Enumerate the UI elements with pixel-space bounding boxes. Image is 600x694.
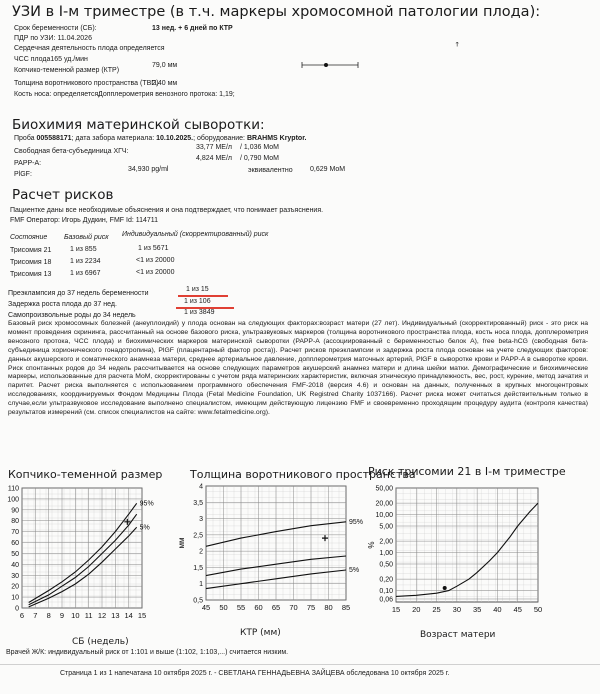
risk-pe-value: 1 из 15 bbox=[186, 286, 209, 293]
ch3-xtick-label: 15 bbox=[391, 605, 401, 614]
uzi-row-nt-value: 2,40 мм bbox=[152, 80, 178, 87]
risk-pe-name: Преэклампсия до 37 недель беременности bbox=[8, 290, 149, 297]
ch3-ytick-label: 10,00 bbox=[375, 512, 393, 520]
bio-sample-id: 005588171 bbox=[36, 135, 72, 142]
chart2-xlabel: КТР (мм) bbox=[240, 628, 281, 638]
ch1-ytick-label: 40 bbox=[11, 561, 19, 569]
ch1-ytick-label: 10 bbox=[11, 594, 19, 602]
ch1-xtick-label: 12 bbox=[97, 611, 107, 620]
ch3-xtick-label: 35 bbox=[472, 605, 482, 614]
ch2-xtick-label: 55 bbox=[236, 603, 246, 612]
ch3-xtick-label: 45 bbox=[513, 605, 522, 614]
bio-pappa-mom: / 0,790 МоМ bbox=[240, 155, 279, 162]
risk-operator: FMF Оператор: Игорь Дудкин, FMF Id: 114711 bbox=[10, 217, 159, 224]
bio-pappa-label: PAPP-A: bbox=[14, 160, 42, 167]
bio-title: Биохимия материнской сыворотки: bbox=[12, 117, 265, 133]
ch3-xtick-label: 20 bbox=[412, 605, 421, 614]
ch2-ytick-label: 1,5 bbox=[193, 564, 203, 572]
ch1-xtick-label: 15 bbox=[137, 611, 147, 620]
risk-col-condition: Состояние bbox=[10, 234, 48, 241]
ch3-ylabel: % bbox=[367, 541, 376, 549]
ch1-xtick-label: 13 bbox=[111, 611, 120, 620]
uzi-row-nasal: Кость носа: определяется; bbox=[14, 91, 101, 98]
ch1-series-label: 95% bbox=[139, 500, 154, 508]
bio-hcg-value: 33,77 МЕ/л bbox=[196, 144, 232, 151]
ch3-ytick-label: 5,00 bbox=[379, 523, 393, 531]
ch3-xtick-label: 30 bbox=[452, 605, 462, 614]
ch2-xtick-label: 85 bbox=[341, 603, 351, 612]
chart-t21 bbox=[360, 478, 560, 638]
ch2-xtick-label: 45 bbox=[201, 603, 211, 612]
ch1-ytick-label: 50 bbox=[11, 550, 19, 558]
risk-t18-base: 1 из 2234 bbox=[70, 258, 101, 265]
ch2-xtick-label: 65 bbox=[271, 603, 281, 612]
ch1-series-label: 5% bbox=[139, 524, 150, 532]
chart2-title: Толщина воротникового пространства bbox=[190, 468, 416, 481]
risk-t13-name: Трисомия 13 bbox=[10, 271, 52, 278]
ch3-ytick-label: 2,00 bbox=[379, 538, 393, 546]
risk-explanation: Базовый риск хромосомных болезней (анеуплоидий) у плода основан на следующих факторах:возраст матери (27 лет). Индивидуальный (скорректированный) риск - это риск на момент проведения скрининга, рассчитанный на основе базового риска, ультразвуковых маркеров (толщина воротникового пространства плода, кость носа плода, допплерометрия венозного протока, ЧСС плода) и биохимических маркеров материнской сыворотки (PAPP-A (ассоциированный с беременностью белок А), free beta-hCG (свободная бета-субъединица хорионического гонадотропина), PlGF (плацентарный фактор роста)). Расчет рисков преэклампсии и задержка роста плода основан на учете следующих факторов: данных акушерского и соматического анамнеза матери, среднее артериальное давление, допплерометрия маточных артерий, PlGF в сыворотке крови и PAPP-A в сыворотке крови. Риск спонтанных родов до 34 недель рассчитывается на основе следующих параметров акушерский анамнез матери и длина шейки матки. Демографические и биохимические маркеры, использованные для расчета МоМ, скорректированы с учетом ряда материнских характеристик, включая этническую принадлежность, вес, рост, курение, метод зачатия и паритет. Расчет риска выполняется с использованием программного обеспечения FMF-2018 (версия 4.6) и основан на данных, полученных в крупных многоцентровых исследованиях, координируемых Фондом Медицины Плода (Fetal Medicine Foundation, UK Registred Charity 1037166). Расчет риска может считаться действительным только в случае,если ультразвуковое исследование выполнено специалистом, имеющим действующую лицензию FMF и своевременно проходящим процедуру аудита (контроля качества) результатов измерений (см. список специалистов на сайте: www.fetalmedicine.org). bbox=[8, 320, 588, 417]
ch1-ytick-label: 30 bbox=[11, 572, 19, 580]
ch1-series-2 bbox=[29, 527, 137, 607]
ch1-xtick-label: 14 bbox=[124, 611, 133, 620]
ch3-ytick-label: 50,00 bbox=[375, 485, 393, 493]
page-footer: Страница 1 из 1 напечатана 10 октября 2025 г. - СВЕТЛАНА ГЕННАДЬЕВНА ЗАЙЦЕВА обследована 10 октября 2025 г. bbox=[60, 670, 450, 677]
uzi-row-crl-value: 79,0 мм bbox=[152, 62, 178, 69]
ch3-xtick-label: 50 bbox=[533, 605, 543, 614]
ch1-xtick-label: 7 bbox=[33, 611, 38, 620]
bio-sample-eq: ; оборудование: bbox=[193, 135, 246, 142]
risk-consent: Пациентке даны все необходимые объяснения и она подтверждает, что понимает разъяснения. bbox=[10, 207, 324, 214]
risk-sp-value: 1 из 3849 bbox=[184, 309, 215, 316]
ch2-patient-point bbox=[322, 535, 328, 541]
risk-fgr-name: Задержка роста плода до 37 нед. bbox=[8, 301, 117, 308]
risk-t21-base: 1 из 855 bbox=[70, 246, 97, 253]
page-fold bbox=[0, 664, 600, 665]
bio-plgf-mom: 0,629 МоМ bbox=[310, 166, 346, 173]
risk-t13-ind: <1 из 20000 bbox=[136, 269, 175, 276]
ch1-ytick-label: 80 bbox=[11, 518, 19, 526]
ch2-ytick-label: 2,5 bbox=[193, 532, 203, 540]
uzi-row-crl: Копчико-теменной размер (КТР) bbox=[14, 67, 120, 74]
ch2-ytick-label: 2 bbox=[199, 548, 203, 556]
chart3-xlabel: Возраст матери bbox=[420, 630, 496, 640]
uzi-row-heart: Сердечная деятельность плода определяется bbox=[14, 45, 165, 52]
ch1-ytick-label: 20 bbox=[11, 583, 19, 591]
uzi-row-ga-label: Срок беременности (СБ): bbox=[14, 25, 97, 32]
chart-nt bbox=[176, 480, 368, 635]
ch1-xtick-label: 8 bbox=[46, 611, 51, 620]
ch1-ytick-label: 100 bbox=[7, 496, 19, 504]
risk-t21-name: Трисомия 21 bbox=[10, 247, 52, 254]
ch3-ytick-label: 0,50 bbox=[379, 561, 393, 569]
ch1-series-0 bbox=[29, 503, 137, 602]
risk-sp-name: Самопроизвольные роды до 34 недель bbox=[8, 312, 136, 319]
ch1-xtick-label: 6 bbox=[19, 611, 25, 620]
cursor-marker: ꜛ bbox=[455, 40, 460, 53]
bio-plgf-value: 34,930 pg/ml bbox=[128, 166, 169, 173]
ch3-ytick-label: 0,20 bbox=[379, 576, 393, 584]
risk-pe-underline bbox=[178, 295, 228, 297]
ch2-xtick-label: 80 bbox=[324, 603, 333, 612]
ch3-xtick-label: 40 bbox=[493, 605, 502, 614]
uzi-row-hr: ЧСС плода165 уд./мин bbox=[14, 56, 88, 63]
uzi-row-doppler: Допплерометрия венозного протока: 1,19; bbox=[98, 91, 235, 98]
ch3-ytick-label: 1,00 bbox=[379, 550, 393, 558]
bio-sample-device: BRAHMS Kryptor. bbox=[246, 135, 307, 142]
ch1-series-1 bbox=[29, 514, 137, 605]
ch3-ytick-label: 0,06 bbox=[379, 596, 393, 604]
risk-title: Расчет рисков bbox=[12, 187, 114, 203]
ch1-xtick-label: 9 bbox=[59, 611, 65, 620]
ch2-xtick-label: 60 bbox=[254, 603, 263, 612]
chart-legend: Врачей Ж/К: индивидуальный риск от 1:101 и выше (1:102, 1:103,...) считается низким. bbox=[6, 649, 289, 656]
bio-hcg-mom: / 1,036 МоМ bbox=[240, 144, 279, 151]
bio-sample-prefix: Проба bbox=[14, 135, 35, 142]
crl-percentile-bar bbox=[300, 60, 360, 70]
ch3-ytick-label: 20,00 bbox=[375, 500, 393, 508]
ch3-ytick-label: 0,10 bbox=[379, 588, 393, 596]
bio-sample-mid: ; дата забора материала: bbox=[71, 135, 155, 142]
bio-sample-date: 10.10.2025. bbox=[156, 135, 194, 142]
uzi-title: УЗИ в I-м триместре (в т.ч. маркеры хромосомной патологии плода): bbox=[12, 4, 541, 20]
uzi-row-ga-value: 13 нед. + 6 дней по КТР bbox=[152, 25, 233, 32]
risk-t18-ind: <1 из 20000 bbox=[136, 257, 175, 264]
ch1-ytick-label: 110 bbox=[7, 485, 19, 493]
ch3-patient-point bbox=[443, 586, 447, 590]
bio-plgf-eq: эквивалентно bbox=[248, 167, 293, 174]
ch2-xtick-label: 70 bbox=[289, 603, 298, 612]
risk-t13-base: 1 из 6967 bbox=[70, 270, 101, 277]
ch2-xtick-label: 50 bbox=[219, 603, 228, 612]
ch1-xtick-label: 11 bbox=[84, 611, 93, 620]
bio-hcg-label: Свободная бета-субъединица ХГЧ: bbox=[14, 148, 129, 155]
ch2-ytick-label: 0,5 bbox=[193, 597, 203, 605]
ch1-ytick-label: 60 bbox=[11, 540, 19, 548]
ch2-series-label: 5% bbox=[349, 567, 360, 575]
bio-pappa-value: 4,824 МЕ/л bbox=[196, 155, 232, 162]
bio-plgf-label: PlGF: bbox=[14, 171, 32, 178]
ch2-ytick-label: 3,5 bbox=[193, 499, 203, 507]
ch3-xtick-label: 25 bbox=[432, 605, 441, 614]
risk-t18-name: Трисомия 18 bbox=[10, 259, 52, 266]
ch2-series-label: 95% bbox=[349, 518, 364, 526]
ch2-ytick-label: 4 bbox=[199, 483, 203, 491]
ch1-ytick-label: 90 bbox=[11, 507, 19, 515]
risk-col-base: Базовый риск bbox=[64, 234, 109, 241]
chart1-xlabel: СБ (недель) bbox=[72, 637, 129, 647]
ch2-ytick-label: 1 bbox=[199, 581, 203, 589]
chart1-title: Копчико-теменной размер bbox=[8, 468, 163, 481]
ch1-ytick-label: 70 bbox=[11, 529, 19, 537]
ch2-xtick-label: 75 bbox=[306, 603, 316, 612]
risk-col-individual: Индивидуальный (скорректированный) риск bbox=[122, 231, 269, 238]
ch1-ytick-label: 0 bbox=[15, 605, 19, 613]
uzi-row-edd: ПДР по УЗИ: 11.04.2026 bbox=[14, 35, 92, 42]
bio-sample-line bbox=[14, 135, 306, 143]
uzi-row-nt: Толщина воротникового пространства (ТВП) bbox=[14, 80, 159, 87]
risk-fgr-value: 1 из 106 bbox=[184, 298, 211, 305]
risk-t21-ind: 1 из 5671 bbox=[138, 245, 169, 252]
ch2-ytick-label: 3 bbox=[199, 516, 203, 524]
ch1-xtick-label: 10 bbox=[71, 611, 80, 620]
chart-crl bbox=[0, 480, 180, 635]
chart3-title: Риск трисомии 21 в I-м триместре bbox=[368, 465, 566, 478]
ch2-ylabel: мм bbox=[177, 537, 186, 549]
